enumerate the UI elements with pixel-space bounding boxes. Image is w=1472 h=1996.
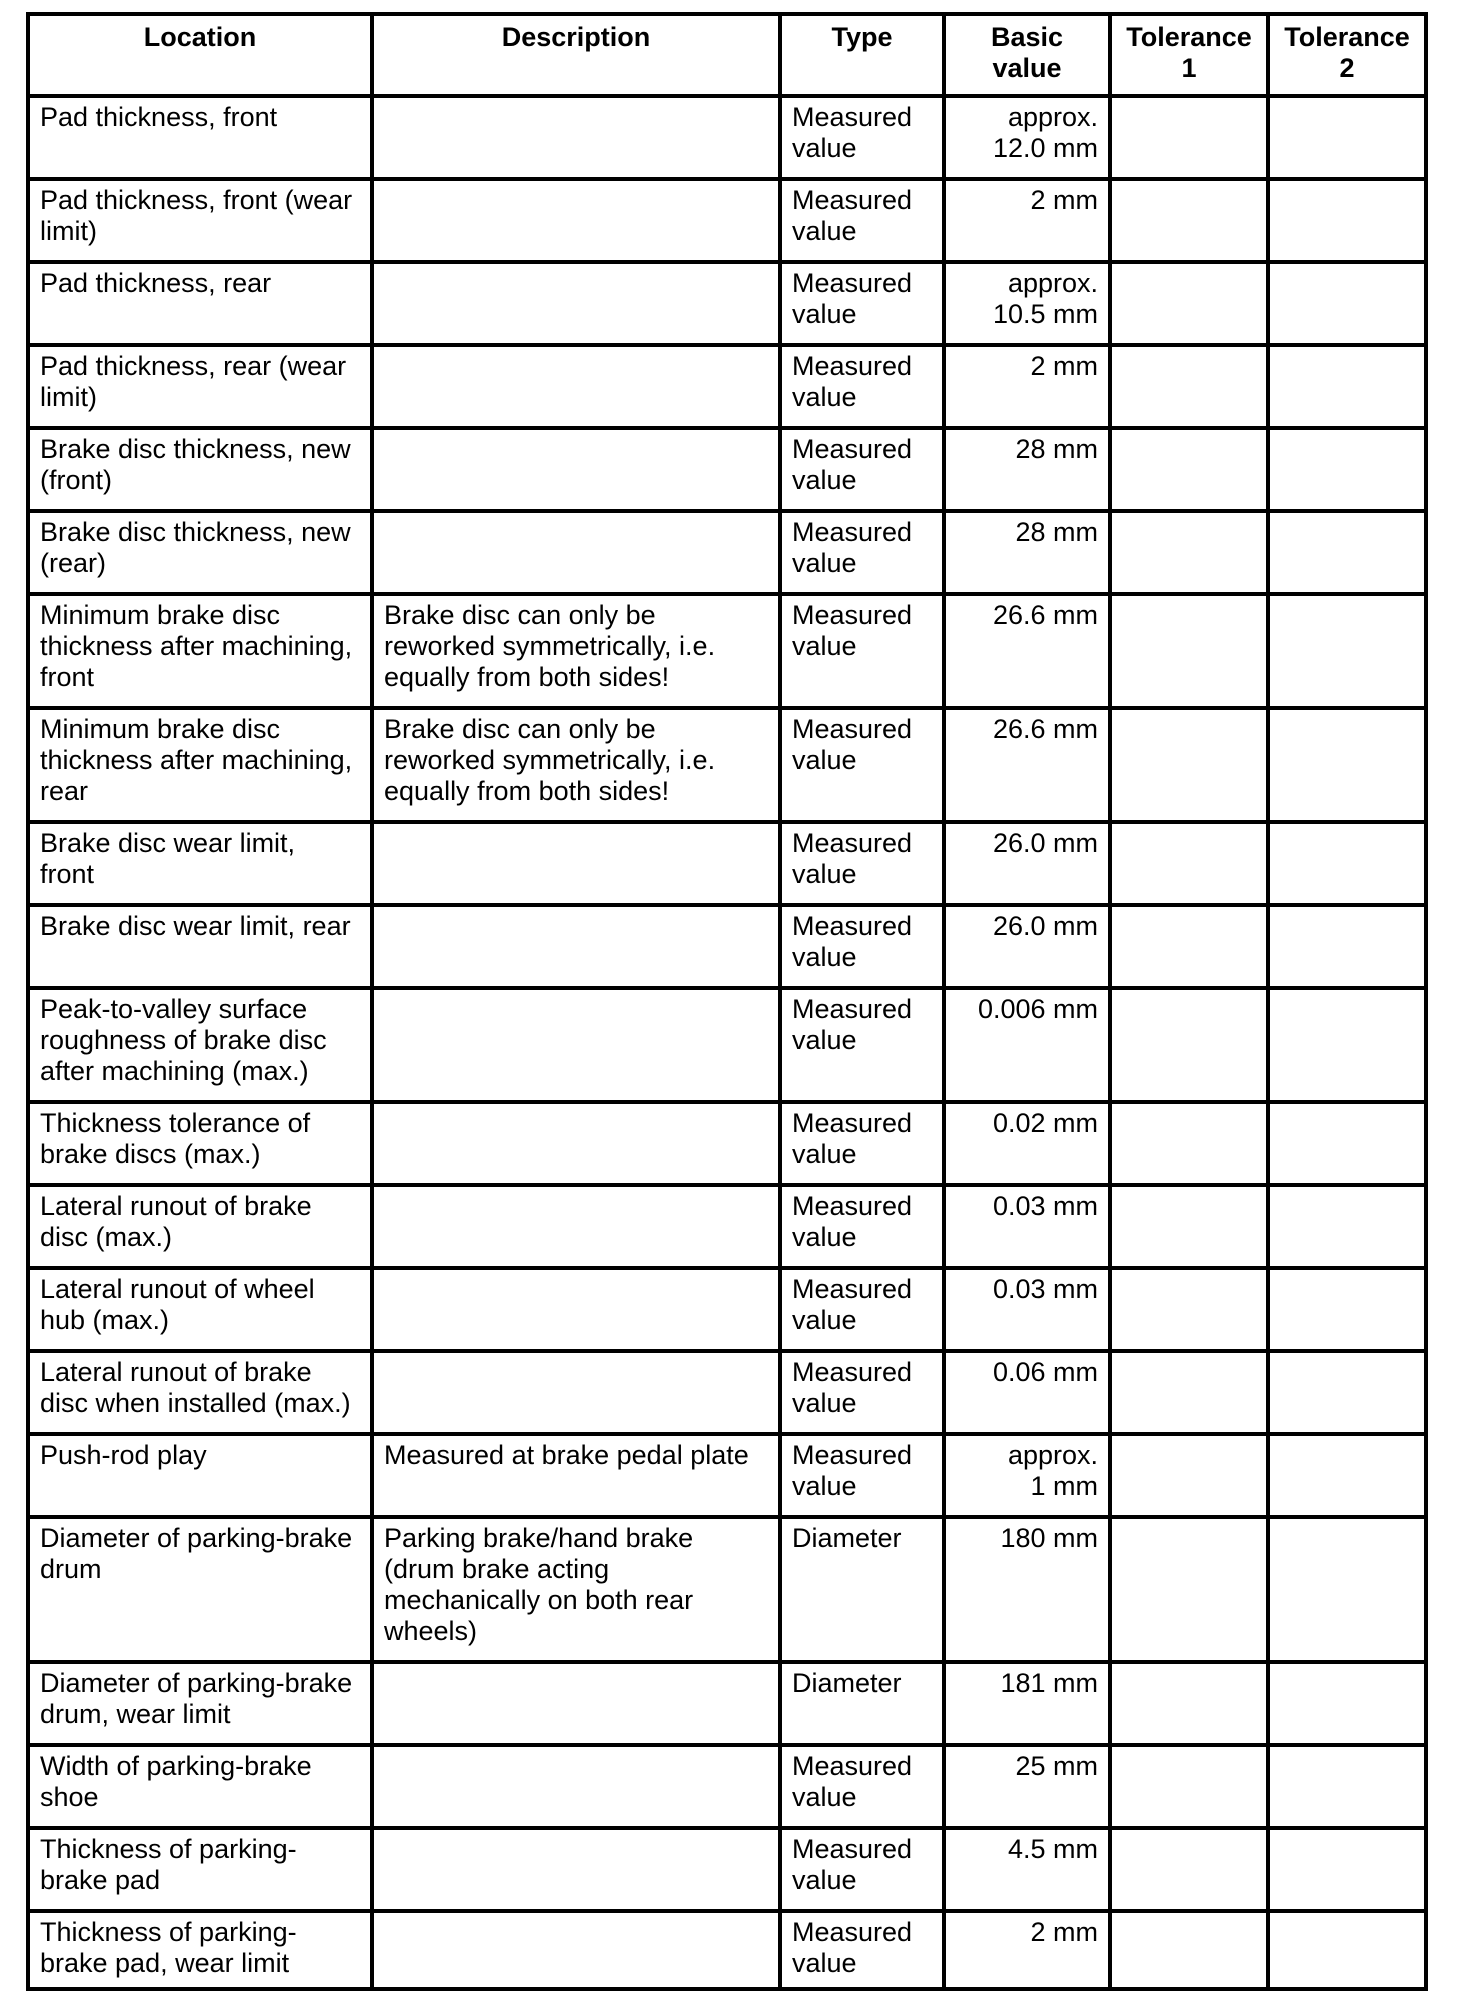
basic-value-cell-text: 0.03 mm (992, 1191, 1098, 1221)
basic-value-cell-text: 181 mm (1000, 1668, 1098, 1698)
type-cell-text: Measured (792, 517, 913, 547)
type-cell (780, 1745, 944, 1828)
description-cell-text: equally from both sides! (384, 776, 670, 806)
tolerance-1-cell (1110, 905, 1268, 988)
type-cell (780, 428, 944, 511)
location-cell-text: Minimum brake disc (40, 600, 281, 630)
location-cell-text: Width of parking-brake (40, 1751, 312, 1781)
header-row (28, 14, 1426, 96)
tolerance-1-cell (1110, 822, 1268, 905)
table-row (28, 708, 1426, 822)
tolerance-2-cell (1268, 1185, 1426, 1268)
location-cell (28, 1268, 372, 1351)
location-cell-text: Brake disc thickness, new (40, 434, 351, 464)
tolerance-2-cell (1268, 1268, 1426, 1351)
tolerance-1-cell (1110, 708, 1268, 822)
description-cell (372, 1517, 780, 1662)
basic-value-cell (944, 1268, 1110, 1351)
type-cell-text: value (792, 1388, 857, 1418)
basic-value-cell (944, 1662, 1110, 1745)
basic-value-cell (944, 428, 1110, 511)
header-description: Description (372, 14, 780, 96)
location-cell-text: front (40, 662, 95, 692)
location-cell-text: Minimum brake disc (40, 714, 281, 744)
tolerance-2-cell (1268, 511, 1426, 594)
basic-value-cell-text: 26.6 mm (992, 714, 1098, 744)
location-cell-text: brake pad (40, 1865, 161, 1895)
type-cell-text: Measured (792, 1191, 913, 1221)
basic-value-cell (944, 1434, 1110, 1517)
description-cell-text: (drum brake acting (384, 1554, 610, 1584)
description-cell (372, 822, 780, 905)
type-cell-text: Diameter (792, 1668, 902, 1698)
location-cell-text: Pad thickness, rear (wear (40, 351, 347, 381)
basic-value-cell-text: 12.0 mm (992, 133, 1098, 163)
table-row (28, 1351, 1426, 1434)
location-cell-text: Lateral runout of wheel (40, 1274, 315, 1304)
type-cell-text: value (792, 1305, 857, 1335)
table-row (28, 1828, 1426, 1911)
tolerance-1-cell (1110, 262, 1268, 345)
basic-value-cell (944, 1351, 1110, 1434)
type-cell-text: Measured (792, 434, 913, 464)
description-cell-text: mechanically on both rear (384, 1585, 694, 1615)
type-cell (780, 179, 944, 262)
table-row (28, 1185, 1426, 1268)
tolerance-1-cell (1110, 1434, 1268, 1517)
location-cell (28, 988, 372, 1102)
tolerance-2-cell (1268, 1662, 1426, 1745)
type-cell-text: value (792, 745, 857, 775)
type-cell-text: value (792, 548, 857, 578)
tolerance-1-cell (1110, 1745, 1268, 1828)
type-cell (780, 1185, 944, 1268)
type-cell (780, 822, 944, 905)
basic-value-cell (944, 345, 1110, 428)
description-cell (372, 1745, 780, 1828)
location-cell (28, 1434, 372, 1517)
location-cell-text: Lateral runout of brake (40, 1191, 312, 1221)
tolerance-2-cell (1268, 262, 1426, 345)
location-cell-text: Pad thickness, rear (40, 268, 272, 298)
type-cell-text: Measured (792, 1751, 913, 1781)
tolerance-2-cell (1268, 345, 1426, 428)
description-cell (372, 1828, 780, 1911)
basic-value-cell (944, 708, 1110, 822)
type-cell (780, 988, 944, 1102)
table-row (28, 1662, 1426, 1745)
type-cell (780, 511, 944, 594)
type-cell-text: value (792, 1025, 857, 1055)
table-row (28, 822, 1426, 905)
tolerance-2-cell (1268, 1351, 1426, 1434)
tolerance-1-cell (1110, 1517, 1268, 1662)
basic-value-cell (944, 1185, 1110, 1268)
location-cell-text: Pad thickness, front (wear (40, 185, 353, 215)
basic-value-cell (944, 511, 1110, 594)
location-cell (28, 1102, 372, 1185)
type-cell-text: value (792, 1782, 857, 1812)
table-row (28, 428, 1426, 511)
location-cell (28, 511, 372, 594)
type-cell (780, 1268, 944, 1351)
tolerance-1-cell (1110, 345, 1268, 428)
description-cell-text: Parking brake/hand brake (384, 1523, 694, 1553)
type-cell-text: value (792, 299, 857, 329)
basic-value-cell (944, 822, 1110, 905)
type-cell-text: Measured (792, 994, 913, 1024)
description-cell (372, 96, 780, 179)
location-cell-text: Brake disc thickness, new (40, 517, 351, 547)
tolerance-1-cell (1110, 179, 1268, 262)
type-cell-text: value (792, 216, 857, 246)
type-cell-text: Measured (792, 1440, 913, 1470)
description-cell-text: Brake disc can only be (384, 600, 656, 630)
table-row (28, 345, 1426, 428)
type-cell-text: Measured (792, 1917, 913, 1947)
location-cell (28, 179, 372, 262)
header-basic-value: Basic value (944, 14, 1110, 96)
header-type: Type (780, 14, 944, 96)
type-cell-text: Measured (792, 714, 913, 744)
type-cell (780, 1434, 944, 1517)
type-cell-text: Measured (792, 351, 913, 381)
type-cell-text: value (792, 942, 857, 972)
type-cell (780, 1102, 944, 1185)
description-cell (372, 988, 780, 1102)
type-cell-text: value (792, 1471, 857, 1501)
type-cell (780, 1828, 944, 1911)
description-cell (372, 1351, 780, 1434)
tolerance-1-cell (1110, 594, 1268, 708)
type-cell (780, 96, 944, 179)
location-cell (28, 262, 372, 345)
location-cell-text: Thickness of parking- (40, 1834, 297, 1864)
table-row (28, 1911, 1426, 1989)
location-cell-text: Brake disc wear limit, rear (40, 911, 351, 941)
tolerance-2-cell (1268, 1434, 1426, 1517)
basic-value-cell-text: 26.0 mm (992, 911, 1098, 941)
header-location: Location (28, 14, 372, 96)
basic-value-cell-text: approx. (1007, 1440, 1098, 1470)
tolerance-1-cell (1110, 1102, 1268, 1185)
basic-value-cell (944, 179, 1110, 262)
type-cell-text: Measured (792, 828, 913, 858)
basic-value-cell (944, 905, 1110, 988)
location-cell-text: disc (max.) (40, 1222, 173, 1252)
type-cell (780, 708, 944, 822)
location-cell-text: limit) (40, 216, 97, 246)
location-cell-text: rear (40, 776, 89, 806)
basic-value-cell-text: 26.0 mm (992, 828, 1098, 858)
tolerance-2-cell (1268, 1102, 1426, 1185)
tolerance-1-cell (1110, 1185, 1268, 1268)
basic-value-cell-text: approx. (1007, 102, 1098, 132)
description-cell-text: reworked symmetrically, i.e. (384, 631, 716, 661)
basic-value-cell (944, 1517, 1110, 1662)
location-cell-text: shoe (40, 1782, 99, 1812)
location-cell (28, 594, 372, 708)
location-cell-text: drum (40, 1554, 102, 1584)
basic-value-cell-text: 28 mm (1015, 517, 1098, 547)
basic-value-cell (944, 594, 1110, 708)
description-cell-text: wheels) (384, 1616, 478, 1646)
table-row (28, 594, 1426, 708)
location-cell-text: front (40, 859, 95, 889)
type-cell-text: Measured (792, 102, 913, 132)
type-cell-text: Measured (792, 1834, 913, 1864)
table-row (28, 96, 1426, 179)
basic-value-cell-text: 0.06 mm (992, 1357, 1098, 1387)
basic-value-cell (944, 1911, 1110, 1989)
location-cell-text: (front) (40, 465, 113, 495)
type-cell-text: value (792, 465, 857, 495)
type-cell-text: value (792, 133, 857, 163)
tolerance-2-cell (1268, 1745, 1426, 1828)
location-cell (28, 96, 372, 179)
location-cell-text: disc when installed (max.) (40, 1388, 351, 1418)
location-cell-text: drum, wear limit (40, 1699, 231, 1729)
basic-value-cell-text: 2 mm (1030, 185, 1098, 215)
tolerance-1-cell (1110, 428, 1268, 511)
location-cell-text: Push-rod play (40, 1440, 207, 1470)
description-cell (372, 1911, 780, 1989)
basic-value-cell-text: 2 mm (1030, 351, 1098, 381)
type-cell-text: Measured (792, 268, 913, 298)
basic-value-cell-text: 25 mm (1015, 1751, 1098, 1781)
location-cell-text: Diameter of parking-brake (40, 1523, 353, 1553)
description-cell (372, 1268, 780, 1351)
type-cell-text: value (792, 382, 857, 412)
basic-value-cell-text: 26.6 mm (992, 600, 1098, 630)
description-cell (372, 262, 780, 345)
type-cell (780, 594, 944, 708)
tolerance-1-cell (1110, 1662, 1268, 1745)
type-cell (780, 345, 944, 428)
type-cell-text: Measured (792, 1108, 913, 1138)
tolerance-1-cell (1110, 988, 1268, 1102)
tolerance-1-cell (1110, 1911, 1268, 1989)
location-cell (28, 1351, 372, 1434)
tolerance-2-cell (1268, 822, 1426, 905)
location-cell-text: roughness of brake disc (40, 1025, 327, 1055)
tolerance-1-cell (1110, 1828, 1268, 1911)
type-cell-text: Measured (792, 1357, 913, 1387)
description-cell (372, 345, 780, 428)
table-row (28, 1434, 1426, 1517)
tolerance-1-cell (1110, 1268, 1268, 1351)
table-row (28, 262, 1426, 345)
basic-value-cell-text: approx. (1007, 268, 1098, 298)
location-cell-text: Thickness tolerance of (40, 1108, 311, 1138)
type-cell (780, 262, 944, 345)
basic-value-cell (944, 1745, 1110, 1828)
description-cell (372, 1434, 780, 1517)
location-cell (28, 428, 372, 511)
basic-value-cell (944, 1102, 1110, 1185)
basic-value-cell (944, 96, 1110, 179)
tolerance-2-cell (1268, 988, 1426, 1102)
type-cell-text: value (792, 1948, 857, 1978)
location-cell-text: brake discs (max.) (40, 1139, 261, 1169)
table-row (28, 1517, 1426, 1662)
type-cell-text: Measured (792, 1274, 913, 1304)
location-cell (28, 345, 372, 428)
location-cell-text: thickness after machining, (40, 745, 353, 775)
table-row (28, 1268, 1426, 1351)
basic-value-cell (944, 988, 1110, 1102)
tolerance-2-cell (1268, 708, 1426, 822)
type-cell-text: value (792, 1222, 857, 1252)
type-cell-text: value (792, 859, 857, 889)
type-cell-text: value (792, 1139, 857, 1169)
location-cell (28, 1517, 372, 1662)
location-cell-text: Thickness of parking- (40, 1917, 297, 1947)
location-cell (28, 1745, 372, 1828)
description-cell (372, 511, 780, 594)
location-cell-text: Lateral runout of brake (40, 1357, 312, 1387)
tolerance-1-cell (1110, 96, 1268, 179)
description-cell (372, 594, 780, 708)
type-cell (780, 1351, 944, 1434)
location-cell-text: (rear) (40, 548, 106, 578)
description-cell (372, 1102, 780, 1185)
location-cell-text: limit) (40, 382, 97, 412)
description-cell-text: reworked symmetrically, i.e. (384, 745, 716, 775)
table-row (28, 179, 1426, 262)
table-row (28, 1102, 1426, 1185)
type-cell-text: value (792, 631, 857, 661)
basic-value-cell-text: 0.02 mm (992, 1108, 1098, 1138)
description-cell-text: Brake disc can only be (384, 714, 656, 744)
tolerance-2-cell (1268, 1517, 1426, 1662)
basic-value-cell-text: 1 mm (1030, 1471, 1098, 1501)
location-cell (28, 1828, 372, 1911)
tolerance-2-cell (1268, 594, 1426, 708)
basic-value-cell-text: 4.5 mm (1007, 1834, 1098, 1864)
location-cell (28, 1662, 372, 1745)
basic-value-cell (944, 1828, 1110, 1911)
description-cell (372, 1662, 780, 1745)
tolerance-2-cell (1268, 428, 1426, 511)
location-cell-text: brake pad, wear limit (40, 1948, 290, 1978)
tolerance-2-cell (1268, 96, 1426, 179)
location-cell (28, 708, 372, 822)
basic-value-cell-text: 0.006 mm (977, 994, 1098, 1024)
type-cell-text: Measured (792, 185, 913, 215)
location-cell-text: hub (max.) (40, 1305, 170, 1335)
location-cell-text: Pad thickness, front (40, 102, 278, 132)
location-cell (28, 1911, 372, 1989)
type-cell (780, 1911, 944, 1989)
location-cell-text: Brake disc wear limit, (40, 828, 296, 858)
tolerance-1-cell (1110, 511, 1268, 594)
header-tolerance-2: Tolerance 2 (1268, 14, 1426, 96)
basic-value-cell-text: 2 mm (1030, 1917, 1098, 1947)
location-cell-text: Diameter of parking-brake (40, 1668, 353, 1698)
type-cell (780, 1662, 944, 1745)
tolerance-2-cell (1268, 179, 1426, 262)
type-cell-text: value (792, 1865, 857, 1895)
basic-value-cell-text: 10.5 mm (992, 299, 1098, 329)
location-cell-text: after machining (max.) (40, 1056, 309, 1086)
table-row (28, 988, 1426, 1102)
description-cell-text: Measured at brake pedal plate (384, 1440, 749, 1470)
type-cell (780, 905, 944, 988)
description-cell (372, 428, 780, 511)
basic-value-cell (944, 262, 1110, 345)
description-cell (372, 1185, 780, 1268)
table-row (28, 905, 1426, 988)
tolerance-2-cell (1268, 1828, 1426, 1911)
type-cell-text: Measured (792, 911, 913, 941)
location-cell-text: thickness after machining, (40, 631, 353, 661)
location-cell (28, 1185, 372, 1268)
basic-value-cell-text: 28 mm (1015, 434, 1098, 464)
description-cell (372, 708, 780, 822)
location-cell-text: Peak-to-valley surface (40, 994, 308, 1024)
description-cell (372, 179, 780, 262)
basic-value-cell-text: 0.03 mm (992, 1274, 1098, 1304)
basic-value-cell-text: 180 mm (1000, 1523, 1098, 1553)
spec-table (26, 12, 1428, 1991)
table-row (28, 1745, 1426, 1828)
header-tolerance-1: Tolerance 1 (1110, 14, 1268, 96)
description-cell (372, 905, 780, 988)
type-cell-text: Measured (792, 600, 913, 630)
tolerance-2-cell (1268, 1911, 1426, 1989)
type-cell (780, 1517, 944, 1662)
location-cell (28, 822, 372, 905)
tolerance-2-cell (1268, 905, 1426, 988)
table-body (28, 96, 1426, 1989)
type-cell-text: Diameter (792, 1523, 902, 1553)
table-row (28, 511, 1426, 594)
tolerance-1-cell (1110, 1351, 1268, 1434)
description-cell-text: equally from both sides! (384, 662, 670, 692)
location-cell (28, 905, 372, 988)
